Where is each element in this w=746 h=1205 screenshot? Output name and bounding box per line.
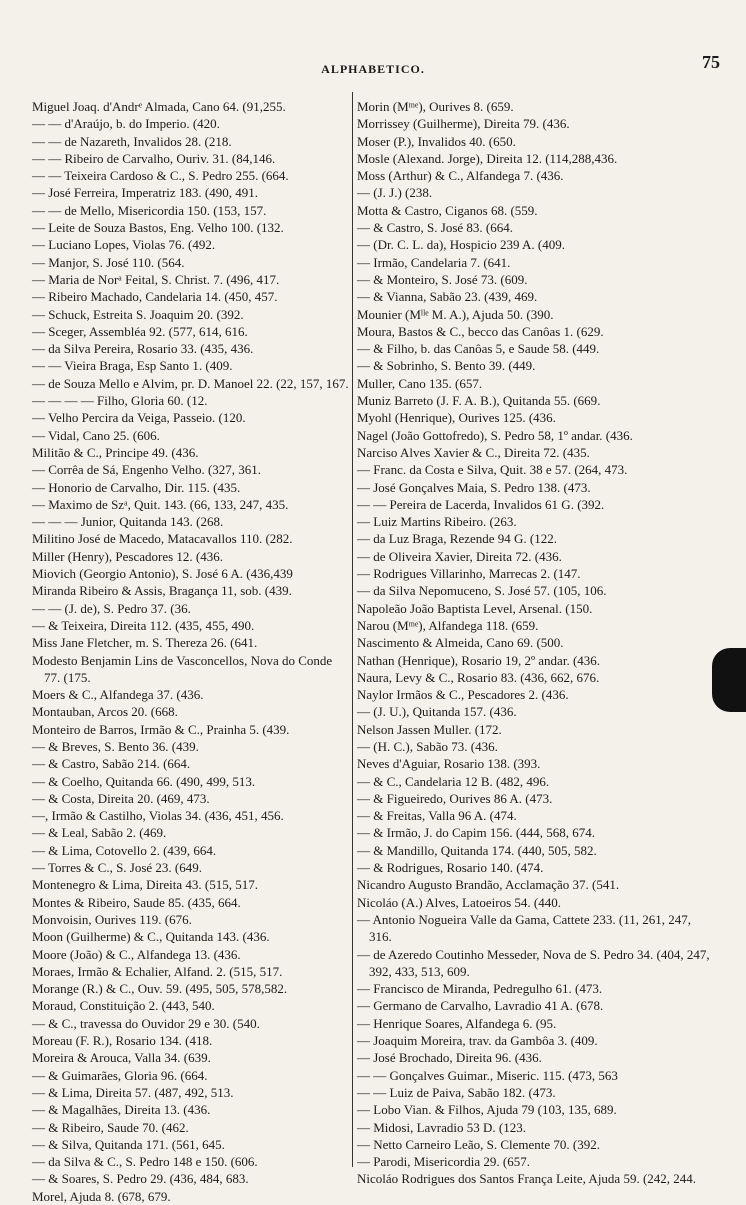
directory-entry: — & Lima, Cotovello 2. (439, 664.	[32, 842, 217, 858]
directory-entry: — & Breves, S. Bento 36. (439.	[32, 738, 199, 754]
directory-entry: — & Monteiro, S. José 73. (609.	[357, 271, 528, 287]
directory-entry: — — — — Filho, Gloria 60. (12.	[32, 393, 208, 409]
directory-entry: — & C., Candelaria 12 B. (482, 496.	[357, 773, 550, 789]
directory-entry: — — Vieira Braga, Esp Santo 1. (409.	[32, 358, 233, 374]
directory-entry: — Antonio Nogueira Valle da Gama, Cattete 233. (11, 261, 247, 316.	[357, 911, 691, 945]
directory-entry: — de Oliveira Xavier, Direita 72. (436.	[357, 548, 562, 564]
directory-entry: — da Luz Braga, Rezende 94 G. (122.	[357, 531, 557, 547]
directory-entry: Morin (Mᵐᵉ), Ourives 8. (659.	[357, 99, 514, 114]
directory-entry: — Torres & C., S. José 23. (649.	[32, 860, 203, 876]
directory-entry: — da Silva & C., S. Pedro 148 e 150. (606.	[32, 1154, 258, 1170]
directory-entry: — — de Mello, Misericordia 150. (153, 157.	[32, 202, 267, 218]
directory-entry: — & Castro, Sabão 214. (664.	[32, 756, 191, 772]
page-header-title: ALPHABETICO.	[321, 62, 425, 76]
directory-entry: — Sceger, Assembléa 92. (577, 614, 616.	[32, 323, 248, 339]
directory-entry: Morrissey (Guilherme), Direita 79. (436.	[357, 116, 570, 132]
directory-entry: Moore (João) & C., Alfandega 13. (436.	[32, 946, 241, 962]
directory-entry: Neves d'Aguiar, Rosario 138. (393.	[357, 756, 541, 772]
directory-entry: — (H. C.), Sabão 73. (436.	[357, 738, 498, 754]
directory-entry: — José Ferreira, Imperatriz 183. (490, 491.	[32, 185, 258, 201]
directory-entry: — Manjor, S. José 110. (564.	[32, 254, 185, 270]
directory-entry: — Luciano Lopes, Violas 76. (492.	[32, 237, 216, 253]
directory-entry: Monteiro de Barros, Irmão & C., Prainha 5. (439.	[32, 721, 290, 737]
directory-entry: — (Dr. C. L. da), Hospicio 239 A. (409.	[357, 237, 565, 253]
directory-entry: — — Ribeiro de Carvalho, Ouriv. 31. (84,146.	[32, 150, 276, 166]
directory-entry: — Velho Percira da Veiga, Passeio. (120.	[32, 410, 246, 426]
directory-entry: Morange (R.) & C., Ouv. 59. (495, 505, 578,582.	[32, 981, 288, 997]
directory-entry: — & Mandillo, Quitanda 174. (440, 505, 582.	[357, 842, 597, 858]
directory-entry: — & Leal, Sabão 2. (469.	[32, 825, 167, 841]
directory-entry: — & Coelho, Quitanda 66. (490, 499, 513.	[32, 773, 256, 789]
directory-entry: Nicoláo Rodrigues dos Santos França Leite, Ajuda 59. (242, 244.	[357, 1171, 697, 1187]
directory-entry: Moser (P.), Invalidos 40. (650.	[357, 133, 516, 149]
directory-entry: Militino José de Macedo, Matacavallos 110. (282.	[32, 531, 293, 547]
directory-entry: Narciso Alves Xavier & C., Direita 72. (435.	[357, 444, 590, 460]
directory-entry: Motta & Castro, Ciganos 68. (559.	[357, 202, 538, 218]
directory-entry: — Honorio de Carvalho, Dir. 115. (435.	[32, 479, 241, 495]
directory-entry: — Vidal, Cano 25. (606.	[32, 427, 160, 443]
directory-entry: — Franc. da Costa e Silva, Quit. 38 e 57. (264, 473.	[357, 462, 628, 478]
directory-entry: — & Costa, Direita 20. (469, 473.	[32, 790, 210, 806]
directory-entry: — Ribeiro Machado, Candelaria 14. (450, 457.	[32, 289, 278, 305]
directory-entry: Moon (Guilherme) & C., Quitanda 143. (436.	[32, 929, 270, 945]
directory-entry: — Rodrigues Villarinho, Marrecas 2. (147.	[357, 566, 581, 582]
directory-entry: — — — Junior, Quitanda 143. (268.	[32, 514, 224, 530]
directory-entry: Militão & C., Principe 49. (436.	[32, 444, 199, 460]
directory-entry: Mounier (Mˡˡᵉ M. A.), Ajuda 50. (390.	[357, 306, 554, 322]
directory-entry: — & Guimarães, Gloria 96. (664.	[32, 1067, 208, 1083]
directory-entry: — & Vianna, Sabão 23. (439, 469.	[357, 289, 538, 305]
directory-entry: — — Gonçalves Guimar., Miseric. 115. (473, 563	[357, 1067, 618, 1083]
directory-entry: — — (J. de), S. Pedro 37. (36.	[32, 600, 191, 616]
directory-entry: — & Silva, Quitanda 171. (561, 645.	[32, 1136, 225, 1152]
column-divider	[352, 92, 353, 1167]
directory-entry: — — de Nazareth, Invalidos 28. (218.	[32, 133, 232, 149]
directory-entry: Montauban, Arcos 20. (668.	[32, 704, 178, 720]
directory-entry: — & Irmão, J. do Capim 156. (444, 568, 674.	[357, 825, 595, 841]
directory-entry: Muniz Barreto (J. F. A. B.), Quitanda 55. (669.	[357, 393, 601, 409]
directory-entry: Nicoláo (A.) Alves, Latoeiros 54. (440.	[357, 894, 561, 910]
directory-entry: — José Gonçalves Maia, S. Pedro 138. (473.	[357, 479, 591, 495]
directory-entry: Miranda Ribeiro & Assis, Bragança 11, sob. (439.	[32, 583, 292, 599]
directory-entry: — — Pereira de Lacerda, Invalidos 61 G. (392.	[357, 496, 605, 512]
directory-entry: — & Castro, S. José 83. (664.	[357, 220, 513, 236]
directory-entry: — & Magalhães, Direita 13. (436.	[32, 1102, 211, 1118]
directory-entry: — — Luiz de Paiva, Sabão 182. (473.	[357, 1084, 556, 1100]
directory-entry: Mosle (Alexand. Jorge), Direita 12. (114,288,436.	[357, 150, 618, 166]
directory-entry: — & C., travessa do Ouvidor 29 e 30. (540.	[32, 1015, 260, 1031]
directory-entry: — Irmão, Candelaria 7. (641.	[357, 254, 511, 270]
directory-entry: — & Teixeira, Direita 112. (435, 455, 490.	[32, 617, 255, 633]
directory-entry: — & Rodrigues, Rosario 140. (474.	[357, 860, 544, 876]
directory-entry: Myohl (Henrique), Ourives 125. (436.	[357, 410, 556, 426]
directory-entry: — Henrique Soares, Alfandega 6. (95.	[357, 1015, 557, 1031]
right-column	[357, 98, 715, 1187]
directory-entry: Moers & C., Alfandega 37. (436.	[32, 687, 204, 703]
directory-entry: — Corrêa de Sá, Engenho Velho. (327, 361.	[32, 462, 262, 478]
directory-entry: — da Silva Nepomuceno, S. José 57. (105, 106.	[357, 583, 607, 599]
directory-entry: —, Irmão & Castilho, Violas 34. (436, 451, 456.	[32, 808, 284, 824]
directory-entry: Moraes, Irmão & Echalier, Alfand. 2. (515, 517.	[32, 963, 283, 979]
directory-entry: Monvoisin, Ourives 119. (676.	[32, 911, 192, 927]
directory-entry: Moss (Arthur) & C., Alfandega 7. (436.	[357, 168, 564, 184]
directory-entry: — & Filho, b. das Canôas 5, e Saude 58. (449.	[357, 341, 600, 357]
directory-entry: Moraud, Constituição 2. (443, 540.	[32, 998, 215, 1014]
directory-entry: Morel, Ajuda 8. (678, 679.	[32, 1188, 171, 1204]
directory-entry: Nagel (João Gottofredo), S. Pedro 58, 1º andar. (436.	[357, 427, 633, 443]
directory-entry: Miss Jane Fletcher, m. S. Thereza 26. (641.	[32, 635, 258, 651]
ink-blot	[712, 648, 746, 712]
directory-entry: Moreira & Arouca, Valla 34. (639.	[32, 1050, 211, 1066]
directory-entry: Modesto Benjamin Lins de Vasconcellos, Nova do Conde 77. (175.	[32, 652, 333, 685]
directory-entry: Miguel Joaq. d'Andrᵉ Almada, Cano 64. (91,255.	[32, 99, 286, 114]
directory-entry: Nathan (Henrique), Rosario 19, 2º andar. (436.	[357, 652, 601, 668]
directory-entry: — Francisco de Miranda, Pedregulho 61. (473.	[357, 981, 603, 997]
directory-entry: Nelson Jassen Muller. (172.	[357, 721, 502, 737]
left-column	[32, 98, 350, 1204]
directory-entry: Muller, Cano 135. (657.	[357, 375, 483, 391]
directory-entry: — — d'Araújo, b. do Imperio. (420.	[32, 116, 220, 132]
directory-entry: — Schuck, Estreita S. Joaquim 20. (392.	[32, 306, 244, 322]
directory-entry: Nicandro Augusto Brandão, Acclamação 37. (541.	[357, 877, 620, 893]
directory-entry: Moura, Bastos & C., becco das Canôas 1. (629.	[357, 323, 604, 339]
directory-entry: Miovich (Georgio Antonio), S. José 6 A. (436,439	[32, 566, 293, 582]
directory-entry: — Midosi, Lavradio 53 D. (123.	[357, 1119, 526, 1135]
directory-entry: — Lobo Vian. & Filhos, Ajuda 79 (103, 135, 689.	[357, 1102, 617, 1118]
directory-entry: — & Sobrinho, S. Bento 39. (449.	[357, 358, 536, 374]
directory-entry: — da Silva Pereira, Rosario 33. (435, 436.	[32, 341, 254, 357]
directory-entry: — Joaquim Moreira, trav. da Gambôa 3. (409.	[357, 1033, 598, 1049]
directory-entry: Moreau (F. R.), Rosario 134. (418.	[32, 1033, 213, 1049]
directory-entry: Miller (Henry), Pescadores 12. (436.	[32, 548, 223, 564]
directory-entry: — (J. U.), Quitanda 157. (436.	[357, 704, 517, 720]
directory-entry: — & Freitas, Valla 96 A. (474.	[357, 808, 517, 824]
directory-entry: — & Soares, S. Pedro 29. (436, 484, 683.	[32, 1171, 249, 1187]
directory-entry: — José Brochado, Direita 96. (436.	[357, 1050, 542, 1066]
directory-entry: — de Souza Mello e Alvim, pr. D. Manoel 22. (22, 157, 167.	[32, 375, 349, 391]
directory-entry: Montenegro & Lima, Direita 43. (515, 517.	[32, 877, 259, 893]
directory-entry: Napoleão João Baptista Level, Arsenal. (150.	[357, 600, 593, 616]
directory-entry: — & Ribeiro, Saude 70. (462.	[32, 1119, 189, 1135]
directory-entry: — (J. J.) (238.	[357, 185, 433, 201]
directory-entry: — & Figueiredo, Ourives 86 A. (473.	[357, 790, 553, 806]
directory-entry: — Maria de Norᵃ Feital, S. Christ. 7. (496, 417.	[32, 271, 280, 287]
directory-entry: Naylor Irmãos & C., Pescadores 2. (436.	[357, 687, 569, 703]
directory-entry: Nascimento & Almeida, Cano 69. (500.	[357, 635, 564, 651]
directory-entry: — de Azeredo Coutinho Messeder, Nova de S. Pedro 34. (404, 247, 392, 433, 513, 609.	[357, 946, 710, 979]
directory-entry: — Leite de Souza Bastos, Eng. Velho 100. (132.	[32, 220, 284, 236]
directory-entry: Naura, Levy & C., Rosario 83. (436, 662, 676.	[357, 669, 600, 685]
directory-entry: Montes & Ribeiro, Saude 85. (435, 664.	[32, 894, 241, 910]
directory-entry: Narou (Mᵐᵉ), Alfandega 118. (659.	[357, 617, 539, 633]
directory-entry: — Germano de Carvalho, Lavradio 41 A. (678.	[357, 998, 604, 1014]
directory-entry: — Luiz Martins Ribeiro. (263.	[357, 514, 517, 530]
directory-entry: — — Teixeira Cardoso & C., S. Pedro 255. (664.	[32, 168, 289, 184]
directory-entry: — & Lima, Direita 57. (487, 492, 513.	[32, 1084, 234, 1100]
page-number: 75	[702, 52, 720, 72]
directory-entry: — Maximo de Szᵃ, Quit. 143. (66, 133, 247, 435.	[32, 496, 289, 512]
directory-entry: — Netto Carneiro Leão, S. Clemente 70. (392.	[357, 1136, 600, 1152]
directory-entry: — Parodi, Misericordia 29. (657.	[357, 1154, 530, 1170]
